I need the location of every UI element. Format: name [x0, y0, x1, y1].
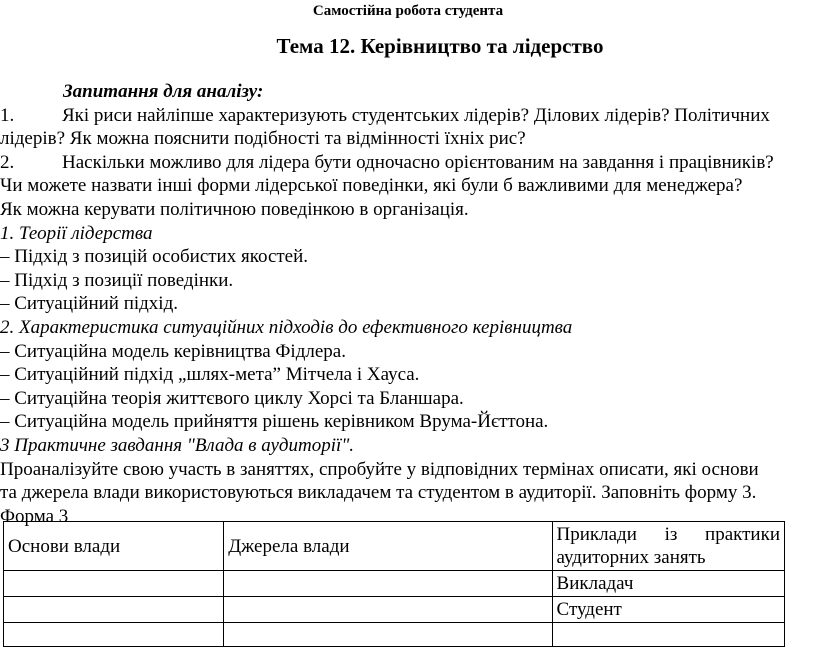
table-row — [4, 522, 785, 571]
question-2-line-1 — [0, 151, 814, 175]
section-2-item: – Ситуаційна теорія життєвого циклу Хорсі та Бланшара. — [0, 387, 464, 409]
question-2-number: 2. — [0, 151, 15, 173]
section-2-title: 2. Характеристика ситуаційних підходів до ефективного керівництва — [0, 316, 573, 338]
table-cell[interactable] — [224, 571, 552, 597]
table-cell[interactable] — [224, 623, 552, 647]
form-label: Форма 3 — [0, 505, 69, 527]
section-1-title: 1. Теорії лідерства — [0, 222, 153, 244]
section-2-item: – Ситуаційний підхід „шлях-мета” Мітчела і Хауса. — [0, 364, 420, 386]
table-cell: Викладач — [552, 571, 784, 597]
document-body — [0, 80, 814, 528]
form-3-table — [3, 521, 785, 647]
topic-title: Тема 12. Керівництво та лідерство — [276, 34, 604, 58]
section-3-line-2: та джерела влади використовуються викладачем та студентом в аудиторії. Заповніть форму 3. — [0, 482, 757, 504]
table-row — [4, 623, 785, 647]
question-1-text: Які риси найліпше характеризують студентських лідерів? Ділових лідерів? Політичних — [62, 104, 770, 126]
table-header-cell: Джерела влади — [224, 522, 552, 571]
question-2-text: Наскільки можливо для лідера бути одночасно орієнтованим на завдання і працівників? — [62, 151, 774, 173]
table-header-cell — [552, 522, 784, 571]
section-1-item: – Ситуаційний підхід. — [0, 293, 179, 315]
table-row — [4, 597, 785, 623]
table-cell[interactable] — [224, 597, 552, 623]
table-row — [4, 571, 785, 597]
section-3-line-1: Проаналізуйте свою участь в заняттях, спробуйте у відповідних термінах описати, які основи — [0, 458, 759, 480]
table-cell: Студент — [552, 597, 784, 623]
question-2-line-3: Як можна керувати політичною поведінкою в організація. — [0, 198, 469, 220]
question-1-number: 1. — [0, 104, 15, 126]
section-2-item: – Ситуаційна модель керівництва Фідлера. — [0, 340, 346, 362]
section-1-item: – Підхід з позицій особистих якостей. — [0, 246, 309, 268]
table-cell[interactable] — [4, 571, 224, 597]
table-cell[interactable] — [4, 623, 224, 647]
table-cell[interactable] — [552, 623, 784, 647]
question-1-line-1 — [0, 104, 814, 128]
table-header-cell: Основи влади — [4, 522, 224, 571]
questions-heading: Запитання для аналізу: — [63, 81, 264, 102]
section-3-title: 3 Практичне завдання "Влада в аудиторії". — [0, 434, 355, 456]
question-2-line-2: Чи можете назвати інші форми лідерської поведінки, які були б важливими для менеджера? — [0, 175, 743, 197]
section-1-item: – Підхід з позиції поведінки. — [0, 269, 234, 291]
col3-header-line-2: аудиторних занять — [556, 547, 706, 568]
section-2-item: – Ситуаційна модель прийняття рішень керівником Врума-Йєттона. — [0, 411, 549, 433]
document-header: Самостійна робота студента — [312, 3, 504, 19]
question-1-line-2: лідерів? Як можна пояснити подібності та відмінності їхніх рис? — [0, 128, 526, 150]
col3-header-line-1: Приклади із практики — [556, 524, 780, 545]
table-cell[interactable] — [4, 597, 224, 623]
